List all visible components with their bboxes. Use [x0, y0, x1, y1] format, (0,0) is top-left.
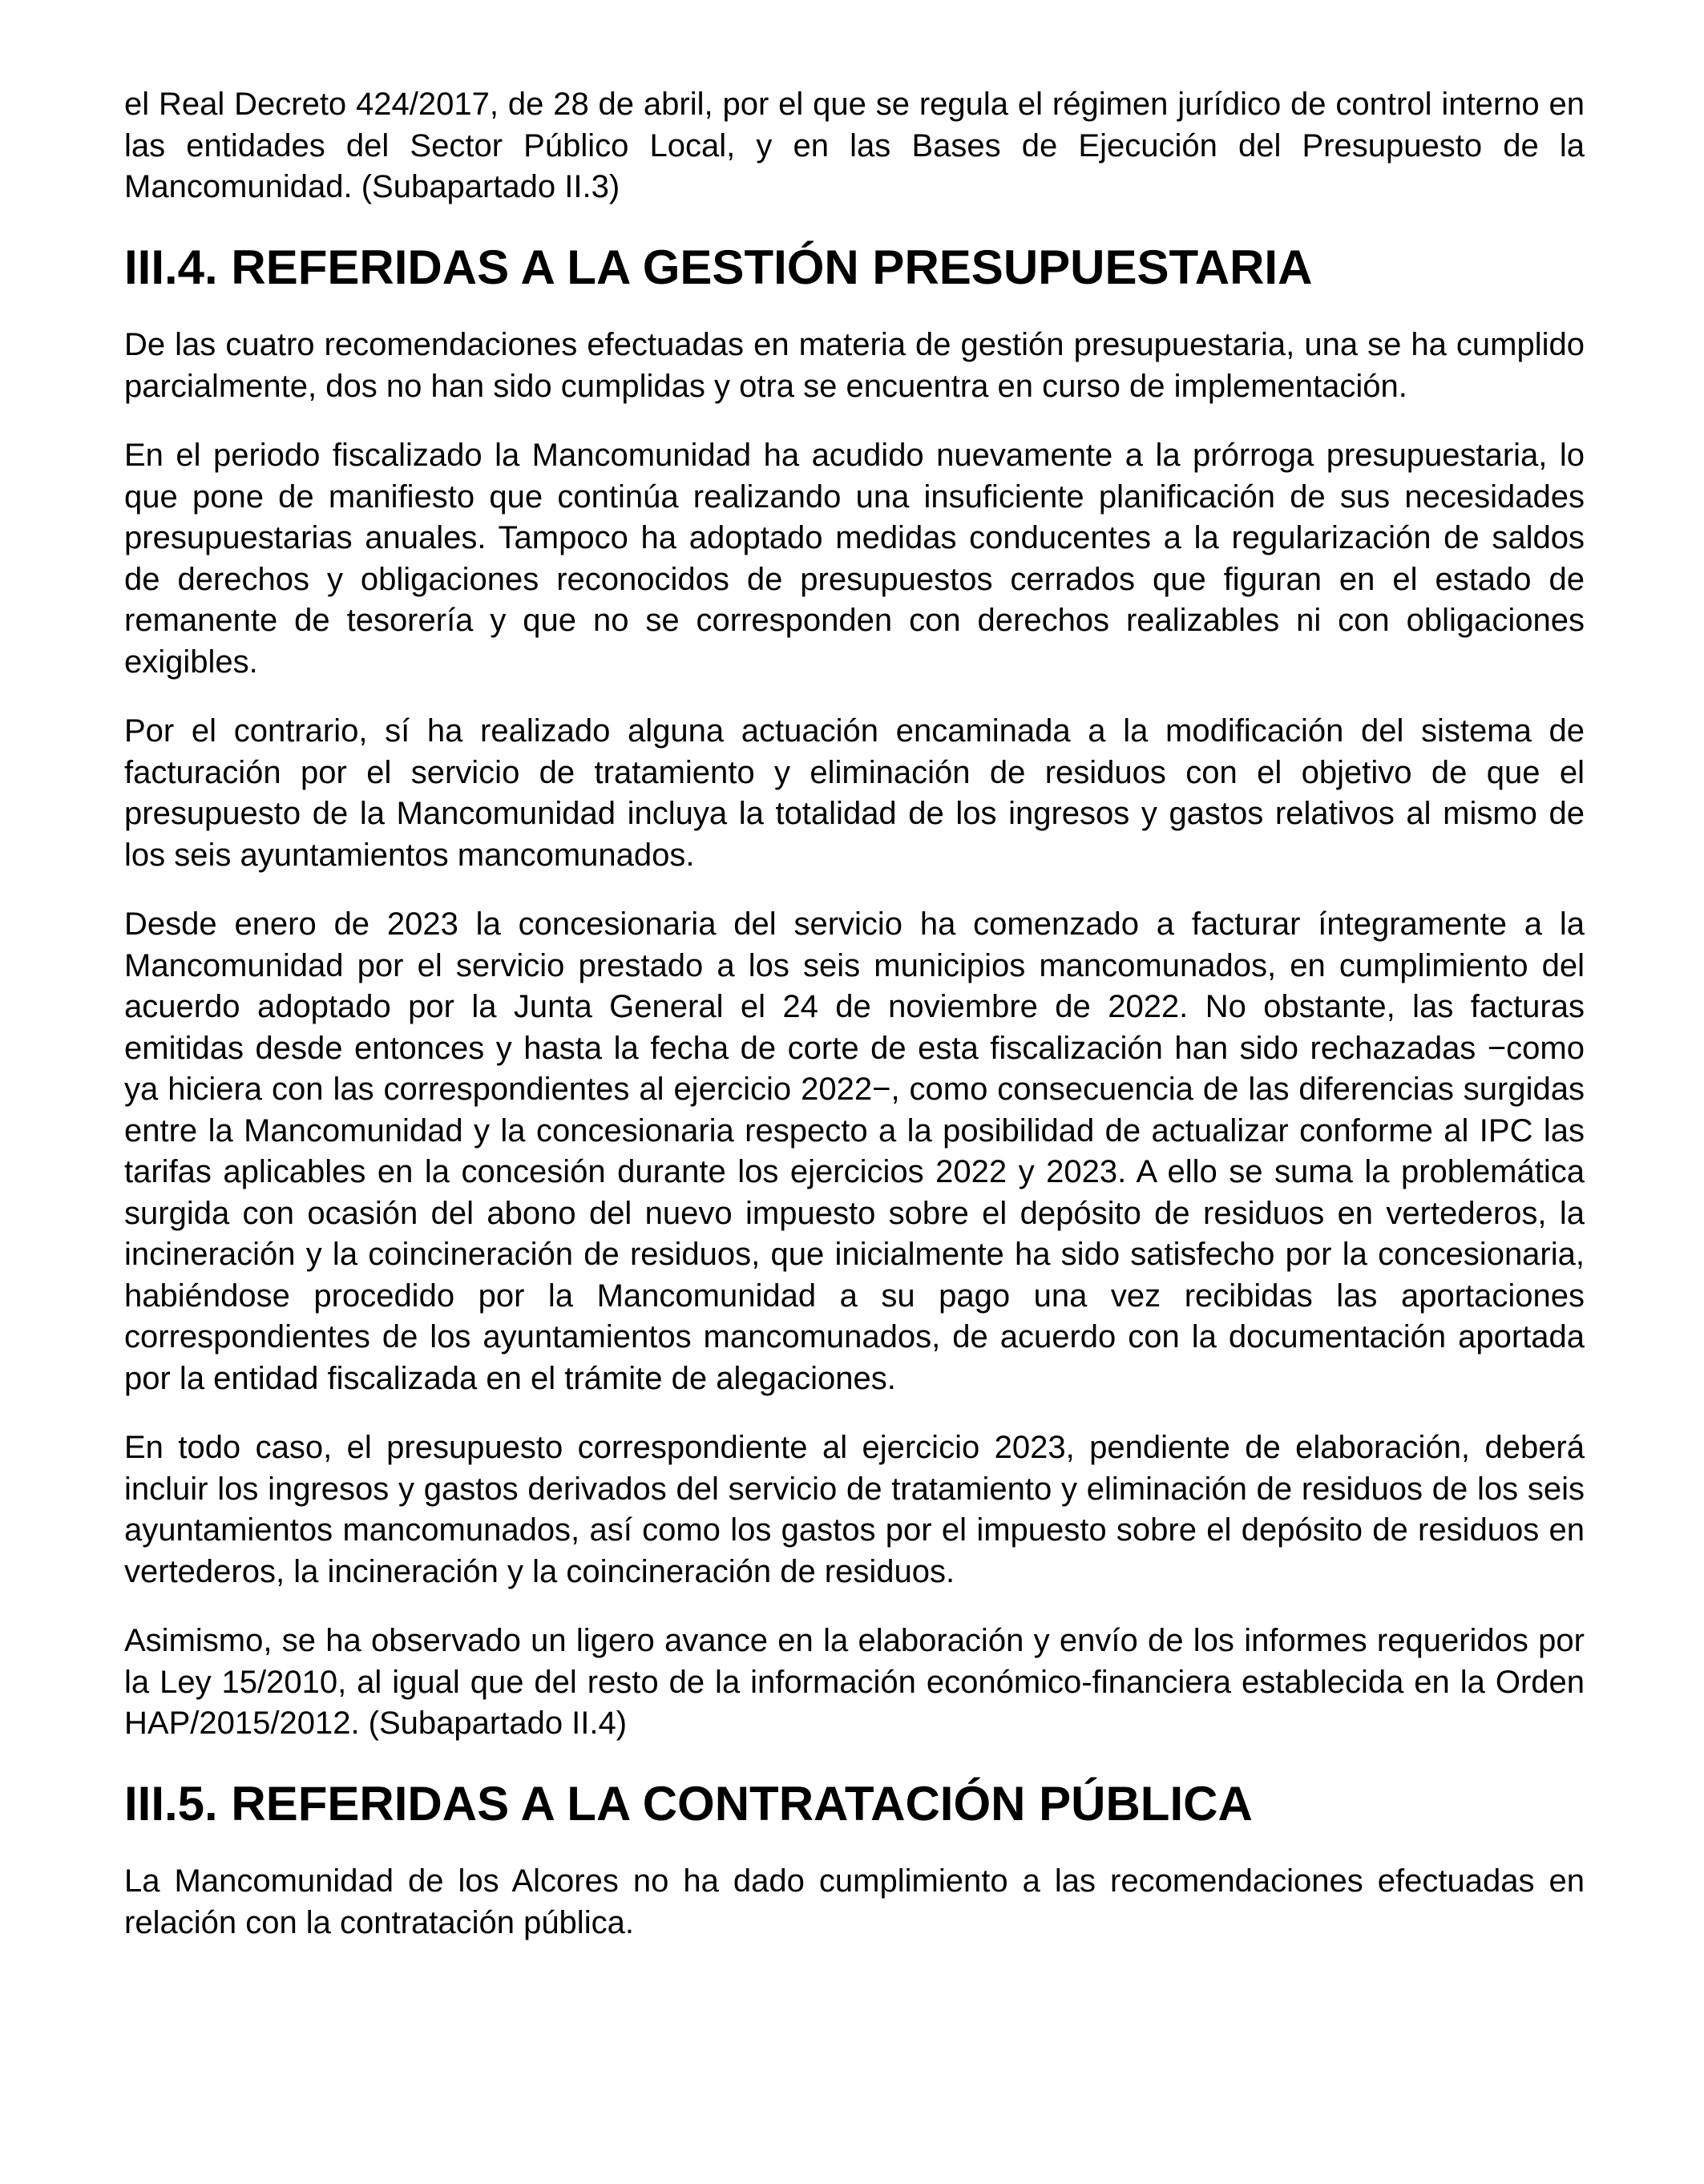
section-heading-contratacion-publica: III.5. REFERIDAS A LA CONTRATACIÓN PÚBLICA [124, 1776, 1253, 1831]
paragraph-prorroga-presupuestaria: En el periodo fiscalizado la Mancomunidad ha acudido nuevamente a la prórroga presupuestaria, lo que pone de manifiesto que continúa realizando una insuficiente planificación de sus necesidades presupuestarias anuales. Tampoco ha adoptado medidas conducentes a la regularización de saldos de derechos y obligaciones reconocidos de presupuestos cerrados que figuran en el estado de remanente de tesorería y que no se corresponden con derechos realizables ni con obligaciones exigibles. [124, 438, 1585, 680]
paragraph-contratacion-publica: La Mancomunidad de los Alcores no ha dado cumplimiento a las recomendaciones efectuadas en relación con la contratación pública. [124, 1863, 1585, 1940]
paragraph-facturacion-residuos: Por el contrario, sí ha realizado alguna actuación encaminada a la modificación del sistema de facturación por el servicio de tratamiento y eliminación de residuos con el objetivo de que el presupuesto de la Mancomunidad incluya la totalidad de los ingresos y gastos relativos al mismo de los seis ayuntamientos mancomunados. [124, 713, 1585, 873]
document-page [124, 84, 1585, 1944]
paragraph-concesionaria-2023: Desde enero de 2023 la concesionaria del servicio ha comenzado a facturar íntegramente a la Mancomunidad por el servicio prestado a los seis municipios mancomunados, en cumplimiento del acuerdo adoptado por la Junta General el 24 de noviembre de 2022. No obstante, las facturas emitidas desde entonces y hasta la fecha de corte de esta fiscalización han sido rechazadas −como ya hiciera con las correspondientes al ejercicio 2022−, como consecuencia de las diferencias surgidas entre la Mancomunidad y la concesionaria respecto a la posibilidad de actualizar conforme al IPC las tarifas aplicables en la concesión durante los ejercicios 2022 y 2023. A ello se suma la problemática surgida con ocasión del abono del nuevo impuesto sobre el depósito de residuos en vertederos, la incineración y la coincineración de residuos, que inicialmente ha sido satisfecho por la concesionaria, habiéndose procedido por la Mancomunidad a su pago una vez recibidas las aportaciones correspondientes de los ayuntamientos mancomunados, de acuerdo con la documentación aportada por la entidad fiscalizada en el trámite de alegaciones. [124, 906, 1585, 1396]
paragraph-informes-requeridos: Asimismo, se ha observado un ligero avance en la elaboración y envío de los informes requeridos por la Ley 15/2010, al igual que del resto de la información económico-financiera establecida en la Orden HAP/2015/2012. (Subapartado II.4) [124, 1623, 1585, 1741]
paragraph-recomendaciones-presupuestaria: De las cuatro recomendaciones efectuadas en materia de gestión presupuestaria, una se ha cumplido parcialmente, dos no han sido cumplidas y otra se encuentra en curso de implementación. [124, 327, 1585, 404]
section-heading-gestion-presupuestaria: III.4. REFERIDAS A LA GESTIÓN PRESUPUESTARIA [124, 240, 1313, 294]
paragraph-presupuesto-2023: En todo caso, el presupuesto correspondiente al ejercicio 2023, pendiente de elaboración, deberá incluir los ingresos y gastos derivados del servicio de tratamiento y eliminación de residuos de los seis ayuntamientos mancomunados, así como los gastos por el impuesto sobre el depósito de residuos en vertederos, la incineración y la coincineración de residuos. [124, 1430, 1585, 1589]
paragraph-control-interno: el Real Decreto 424/2017, de 28 de abril, por el que se regula el régimen jurídico de control interno en las entidades del Sector Público Local, y en las Bases de Ejecución del Presupuesto de la Mancomunidad. (Subapartado II.3) [124, 87, 1585, 204]
